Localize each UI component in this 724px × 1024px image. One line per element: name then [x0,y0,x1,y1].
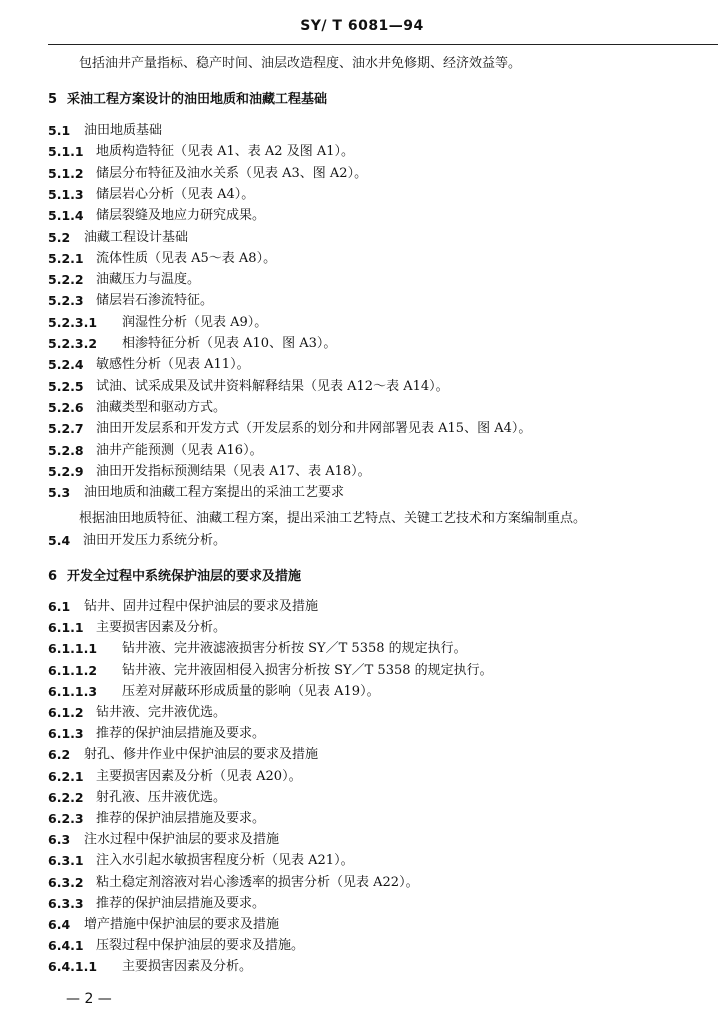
item-number: 5.1.3 [48,186,84,202]
item-text: 注入水引起水敏损害程度分析（见表 A21）。 [96,853,354,869]
item-number: 5.3 [48,485,71,501]
header-rule [48,44,718,45]
item-number: 6.1.1.2 [48,662,98,678]
item-text: 射孔液、压井液优选。 [96,789,227,805]
item-text: 钻井、固井过程中保护油层的要求及措施 [84,599,319,614]
item-number: 6.2 [48,747,71,763]
item-number: 5.1.2 [48,165,84,181]
item-text: 射孔、修井作业中保护油层的要求及措施 [84,747,319,763]
item-number: 6.3.2 [48,874,84,890]
item-text: 压差对屏蔽环形成质量的影响（见表 A19）。 [122,683,380,699]
item-text: 主要损害因素及分析（见表 A20）。 [96,768,302,784]
item-number: 5.4 [48,533,71,548]
item-text: 地质构造特征（见表 A1、表 A2 及图 A1）。 [96,144,355,160]
item-text: 油田地质和油藏工程方案提出的采油工艺要求 [84,485,345,501]
item-text: 钻井液、完井液固相侵入损害分析按 SY／T 5358 的规定执行。 [122,662,493,678]
item-number: 5.2.3.1 [48,314,98,330]
item-text: 油藏压力与温度。 [96,272,201,288]
item-text: 油藏类型和驱动方式。 [96,399,227,415]
item-text: 增产措施中保护油层的要求及措施 [84,917,280,932]
item-number: 5.2 [48,229,71,245]
item-number: 5.1.1 [48,144,84,160]
item-number: 5.2.6 [48,399,84,415]
item-number: 6.3.3 [48,895,84,911]
item-text: 储层岩心分析（见表 A4）。 [96,186,255,202]
item-number: 5.2.9 [48,463,84,479]
item-text: 油田开发层系和开发方式（开发层系的划分和井网部署见表 A15、图 A4）。 [96,421,532,437]
item-text: 油田地质基础 [84,123,163,138]
item-text: 油田开发指标预测结果（见表 A17、表 A18）。 [96,463,371,479]
item-text: 储层岩石渗流特征。 [96,293,214,309]
page-header-code: SY/ T 6081—94 [300,18,424,34]
item-number: 6.1.1.3 [48,683,98,699]
item-text: 主要损害因素及分析。 [122,959,253,975]
item-number: 5.2.3.2 [48,336,98,351]
item-number: 5.1 [48,123,71,138]
item-number: 6.2.2 [48,789,84,805]
item-number: 6.1.3 [48,726,84,742]
item-number: 5.2.3 [48,293,84,309]
item-number: 6.3 [48,832,71,848]
item-text: 相渗特征分析（见表 A10、图 A3）。 [122,336,337,351]
intro-line-text: 包括油井产量指标、稳产时间、油层改造程度、油水井免修期、经济效益等。 [79,56,522,71]
item-text: 流体性质（见表 A5～表 A8）。 [96,250,277,266]
item-text: 钻井液、完井液优选。 [96,705,227,720]
item-number: 5.2.5 [48,378,84,394]
item-number: 6.1.1.1 [48,641,98,657]
item-text: 主要损害因素及分析。 [96,620,227,636]
item-number: 5.2.4 [48,357,84,373]
item-number: 5.2.1 [48,250,84,266]
item-number: 6.1.2 [48,705,84,720]
item-number: 5.2.7 [48,421,84,437]
item-number: 5.2.2 [48,272,84,288]
page-number: — 2 — [66,991,112,1007]
item-text: 储层裂缝及地应力研究成果。 [96,208,266,224]
item-number: 5.2.8 [48,442,84,458]
item-number: 6.3.1 [48,853,84,869]
item-number: 6.1.1 [48,620,84,636]
item-text: 钻井液、完井液滤液损害分析按 SY／T 5358 的规定执行。 [122,641,467,657]
item-text: 油井产能预测（见表 A16）。 [96,442,263,458]
section-6-title: 开发全过程中系统保护油层的要求及措施 [67,569,302,584]
item-text: 润湿性分析（见表 A9）。 [122,314,268,330]
item-text: 敏感性分析（见表 A11）。 [96,357,250,373]
section-5-title: 采油工程方案设计的油田地质和油藏工程基础 [67,92,328,107]
item-text: 粘土稳定剂溶液对岩心渗透率的损害分析（见表 A22）。 [96,874,419,890]
item-text: 推荐的保护油层措施及要求。 [96,811,266,826]
item-text: 储层分布特征及油水关系（见表 A3、图 A2）。 [96,165,368,181]
item-number: 5.1.4 [48,208,84,224]
item-text: 试油、试采成果及试井资料解释结果（见表 A12～表 A14）。 [96,378,449,394]
item-text: 油田开发压力系统分析。 [83,533,227,548]
item-number: 6.1 [48,599,71,614]
item-text: 油藏工程设计基础 [84,229,189,245]
item-text: 推荐的保护油层措施及要求。 [96,726,266,742]
item-text: 推荐的保护油层措施及要求。 [96,895,266,911]
section-5-number: 5 [48,92,58,107]
item-number: 6.2.3 [48,811,84,826]
para-5-3-text: 根据油田地质特征、油藏工程方案，提出采油工艺特点、关键工艺技术和方案编制重点。 [79,511,587,526]
item-number: 6.4.1 [48,938,84,954]
section-6-number: 6 [48,569,58,584]
item-text: 注水过程中保护油层的要求及措施 [84,832,280,848]
item-number: 6.2.1 [48,768,84,784]
item-text: 压裂过程中保护油层的要求及措施。 [96,938,305,954]
item-number: 6.4.1.1 [48,959,98,975]
item-number: 6.4 [48,917,71,932]
